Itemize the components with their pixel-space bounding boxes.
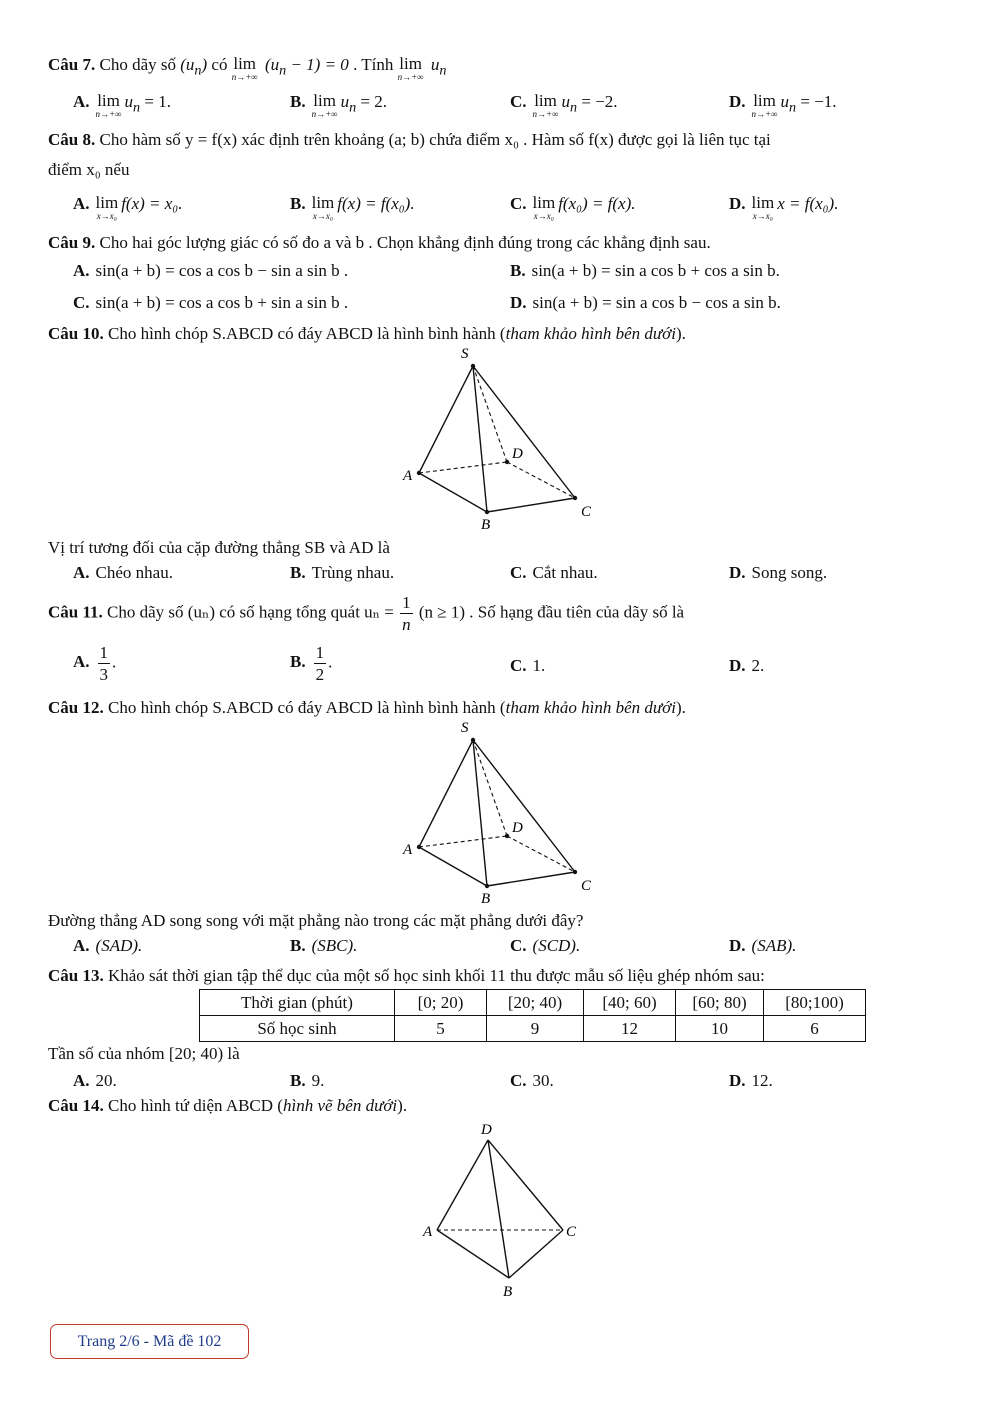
table-cell: [20; 40) <box>487 990 584 1016</box>
q10-question: Vị trí tương đối của cặp đường thẳng SB và AD là <box>48 538 390 557</box>
table-cell: 5 <box>395 1016 487 1042</box>
q13-data-table <box>199 989 866 1042</box>
q9-option-a[interactable]: A. sin(a + b) = cos a cos b − sin a sin b . <box>73 261 349 280</box>
edge-sb <box>473 740 487 886</box>
q7-option-d[interactable]: D. lim n→+∞ $u_n = -1$. <box>729 91 837 119</box>
edge-ab <box>419 473 487 512</box>
label-b: B <box>481 891 491 906</box>
label-s: S <box>461 720 469 736</box>
q13-option-d[interactable]: D. 12. <box>729 1071 773 1090</box>
label-a: A <box>403 842 413 858</box>
table-cell: 6 <box>764 1016 866 1042</box>
label-b: B <box>503 1284 513 1300</box>
q9-option-d[interactable]: D. sin(a + b) = sin a cos b − cos a sin b. <box>510 293 781 312</box>
edge-ab <box>419 847 487 886</box>
label-c: C <box>581 504 592 520</box>
q12-option-a[interactable]: A. (SAD). <box>73 936 143 955</box>
q12-pyramid-figure <box>395 716 605 906</box>
q11-option-a[interactable]: A. $\frac{1}{3}$ . <box>73 643 117 684</box>
table-cell: [40; 60) <box>584 990 676 1016</box>
q11-stem: Câu 11. Cho dãy số (uₙ) có số hạng tổng quát uₙ = $\frac{1}{n}$ (n ≥ 1) . Số hạng đầu tiên của dãy số là <box>48 593 685 634</box>
edge-ab <box>437 1230 509 1278</box>
edge-bc <box>509 1230 563 1278</box>
table-cell: [80;100) <box>764 990 866 1016</box>
q12-question: Đường thẳng AD song song với mặt phẳng nào trong các mặt phẳng dưới đây? <box>48 911 584 930</box>
q7-option-b[interactable]: B. lim n→+∞ $u_n = 2$. <box>290 91 388 119</box>
q8-stem-line2: điểm x₀ nếu <box>48 160 130 179</box>
edge-sb <box>473 366 487 512</box>
q8-option-a[interactable]: A. lim x→x₀ f(x) = x₀. <box>73 193 183 221</box>
q14-tetrahedron-figure <box>415 1118 585 1303</box>
label-d: D <box>512 446 523 462</box>
q10-option-a[interactable]: A. Chéo nhau. <box>73 563 173 582</box>
table-row <box>200 1016 866 1042</box>
table-cell: 9 <box>487 1016 584 1042</box>
q7-target-lim: lim n→+∞ <box>397 54 424 82</box>
edge-ad <box>419 836 507 847</box>
edge-ad <box>419 462 507 473</box>
edge-sc <box>473 740 575 872</box>
table-cell: 10 <box>676 1016 764 1042</box>
q9-option-c[interactable]: C. sin(a + b) = cos a cos b + sin a sin b . <box>73 293 349 312</box>
q9-stem: Câu 9. Cho hai góc lượng giác có số đo a và b . Chọn khẳng định đúng trong các khẳng định sau. <box>48 233 711 252</box>
page-footer-badge: Trang 2/6 - Mã đề 102 <box>50 1324 249 1359</box>
q11-stem-fraction: $\frac{1}{n}$ <box>402 593 411 634</box>
q13-question: Tần số của nhóm [20; 40) là <box>48 1044 240 1063</box>
edge-sa <box>419 740 473 847</box>
edge-bc <box>487 872 575 886</box>
q13-option-a[interactable]: A. 20. <box>73 1071 117 1090</box>
q11-option-c[interactable]: C. 1. <box>510 656 546 675</box>
label-d: D <box>512 820 523 836</box>
q12-stem: Câu 12. Cho hình chóp S.ABCD có đáy ABCD là hình bình hành (tham khảo hình bên dưới). <box>48 698 686 717</box>
q13-option-b[interactable]: B. 9. <box>290 1071 325 1090</box>
q14-stem: Câu 14. Cho hình tứ diện ABCD (hình vẽ bên dưới). <box>48 1096 408 1115</box>
q7-option-c[interactable]: C. lim n→+∞ $u_n = -2$. <box>510 91 618 119</box>
table-cell: Số học sinh <box>200 1016 395 1042</box>
edge-dc <box>507 836 575 872</box>
q10-option-b[interactable]: B. Trùng nhau. <box>290 563 395 582</box>
table-row <box>200 990 866 1016</box>
q8-option-c[interactable]: C. lim x→x₀ f(x₀) = f(x). <box>510 193 636 221</box>
q8-stem-line1: Câu 8. Cho hàm số y = f(x) xác định trên khoảng (a; b) chứa điểm x₀ . Hàm số f(x) được gọi là liên tục tại <box>48 130 771 149</box>
edge-dc <box>507 462 575 498</box>
q13-stem: Câu 13. Khảo sát thời gian tập thể dục của một số học sinh khối 11 thu được mẫu số liệu ghép nhóm sau: <box>48 966 765 985</box>
q12-option-b[interactable]: B. (SBC). <box>290 936 358 955</box>
q10-option-d[interactable]: D. Song song. <box>729 563 828 582</box>
q12-option-c[interactable]: C. (SCD). <box>510 936 581 955</box>
table-cell: 12 <box>584 1016 676 1042</box>
q10-pyramid-figure <box>395 342 605 532</box>
table-cell: [60; 80) <box>676 990 764 1016</box>
label-c: C <box>566 1224 577 1240</box>
q9-option-b[interactable]: B. sin(a + b) = sin a cos b + cos a sin b. <box>510 261 780 280</box>
q10-stem: Câu 10. Cho hình chóp S.ABCD có đáy ABCD là hình bình hành (tham khảo hình bên dưới). <box>48 324 686 343</box>
label-c: C <box>581 878 592 894</box>
q11-option-b[interactable]: B. $\frac{1}{2}$ . <box>290 643 333 684</box>
label-a: A <box>403 468 413 484</box>
edge-da <box>437 1140 488 1230</box>
q8-option-d[interactable]: D. lim x→x₀ x = f(x₀). <box>729 193 839 221</box>
q7-option-a[interactable]: A. lim n→+∞ $u_n = 1$. <box>73 91 171 119</box>
edge-bc <box>487 498 575 512</box>
q8-option-b[interactable]: B. lim x→x₀ f(x) = f(x₀). <box>290 193 415 221</box>
q11-option-d[interactable]: D. 2. <box>729 656 765 675</box>
q13-option-c[interactable]: C. 30. <box>510 1071 554 1090</box>
label-d: D <box>481 1122 492 1138</box>
label-b: B <box>481 517 491 532</box>
label-s: S <box>461 346 469 362</box>
q7-stem: Câu 7. Cho dãy số $(u_n)$ có lim n→+∞ $(u_n - 1) = 0$ . Tính lim n→+∞ $u_n$ <box>48 54 447 82</box>
edge-sc <box>473 366 575 498</box>
label-a: A <box>423 1224 433 1240</box>
table-cell: Thời gian (phút) <box>200 990 395 1016</box>
q12-option-d[interactable]: D. (SAB). <box>729 936 797 955</box>
q10-option-c[interactable]: C. Cắt nhau. <box>510 563 598 582</box>
edge-sa <box>419 366 473 473</box>
q7-stem-lim: lim n→+∞ <box>231 54 258 82</box>
table-cell: [0; 20) <box>395 990 487 1016</box>
